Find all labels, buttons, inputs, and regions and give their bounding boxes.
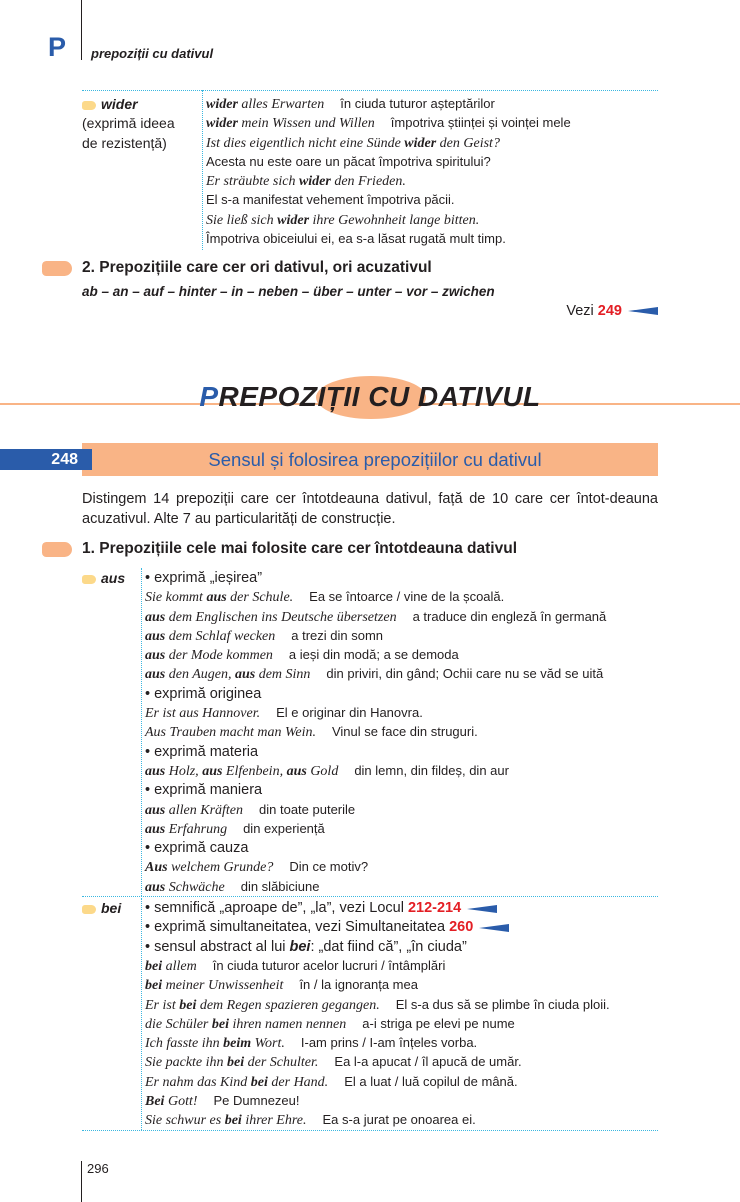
- footer-rule: [81, 1161, 82, 1202]
- example-line: [145, 645, 658, 664]
- example-line: [145, 898, 658, 917]
- text-segment: meiner Unwissenheit: [162, 978, 284, 994]
- text-segment: der Schulter.: [244, 1055, 319, 1071]
- romanian-translation: din toate puterile: [259, 801, 356, 817]
- german-example: [145, 725, 316, 740]
- usage-bullet: • exprimă simultaneitatea, vezi Simultaneitatea: [145, 919, 450, 936]
- german-example: [145, 822, 227, 837]
- usage-bullet: • exprimă cauza: [145, 840, 249, 857]
- column-divider: [202, 90, 203, 250]
- romanian-translation: Din ce motiv?: [289, 859, 369, 875]
- keyword: bei: [179, 997, 197, 1013]
- section-banner: [92, 443, 658, 476]
- text-segment: Er ist aus Hannover.: [145, 706, 261, 722]
- title-initial: P: [199, 381, 219, 412]
- page-number: 296: [87, 1160, 109, 1176]
- example-line: [145, 838, 658, 857]
- note: de rezistență): [82, 134, 167, 151]
- text-segment: der Schule.: [226, 590, 294, 606]
- see-label: Vezi: [566, 303, 594, 319]
- example-line: [145, 1091, 658, 1110]
- romanian-translation: Ea se întoarce / vine de la școală.: [309, 589, 505, 605]
- german-example: [145, 1094, 198, 1109]
- text-segment: Er nahm das Kind: [145, 1074, 251, 1090]
- reference-link[interactable]: 260: [449, 919, 474, 936]
- example-line: [206, 94, 571, 113]
- keyword: wider: [101, 96, 138, 112]
- section-bullet-icon: [42, 261, 72, 276]
- romanian-translation: a-i striga pe elevi pe nume: [362, 1015, 515, 1031]
- romanian-translation: El e originar din Hanovra.: [276, 705, 423, 721]
- text-segment: den Geist?: [436, 135, 500, 151]
- keyword: aus: [145, 628, 166, 644]
- example-line: [145, 761, 658, 780]
- example-line: [206, 229, 571, 248]
- text-segment: Er ist: [145, 997, 180, 1013]
- running-header: prepoziții cu dativul: [91, 46, 214, 61]
- german-example: [145, 629, 275, 644]
- keyword: bei: [101, 900, 122, 917]
- german-example: [145, 860, 273, 875]
- text-segment: Gold: [306, 763, 339, 779]
- usage-bullet: • exprimă originea: [145, 685, 262, 702]
- wider-examples: [206, 94, 571, 248]
- example-line: [145, 1110, 658, 1129]
- text-segment: Aus Trauben macht man Wein.: [145, 725, 316, 741]
- keyword: aus: [145, 879, 166, 895]
- text-segment: ihrer Ehre.: [241, 1113, 307, 1129]
- romanian-translation: Acesta nu este oare un păcat împotriva spiritului?: [206, 153, 491, 169]
- example-line: [206, 113, 571, 132]
- text-segment: der Hand.: [267, 1074, 329, 1090]
- bullet-icon: [82, 101, 96, 110]
- divider: [82, 90, 658, 91]
- banner-title: Sensul și folosirea prepozițiilor cu dativul: [208, 449, 542, 470]
- german-example: [145, 978, 283, 993]
- keyword: aus: [286, 763, 307, 779]
- keyword: wider: [298, 174, 331, 190]
- german-example: [145, 1017, 346, 1032]
- example-line: [145, 664, 658, 683]
- reference-link[interactable]: 249: [597, 303, 622, 319]
- usage-bullet: [145, 939, 467, 955]
- note: (exprimă ideea: [82, 115, 175, 132]
- text-segment: dem Sinn: [255, 667, 311, 683]
- keyword: bei: [211, 1016, 229, 1032]
- title-text: REPOZIȚII CU DATIVUL: [218, 381, 541, 412]
- text-segment: ihre Gewohnheit lange bitten.: [309, 212, 480, 228]
- text-segment: Sie kommt: [145, 590, 207, 606]
- romanian-translation: El s-a manifestat vehement împotriva păcii.: [206, 192, 455, 208]
- text-segment: den Augen,: [165, 667, 235, 683]
- usage-bullet: • exprimă „ieșirea”: [145, 570, 263, 586]
- text-segment: Sie ließ sich: [206, 212, 278, 228]
- romanian-translation: Împotriva obiceiului ei, ea s-a lăsat rugată mult timp.: [206, 231, 506, 247]
- bei-label: [82, 899, 121, 918]
- section-number: 248: [0, 449, 92, 470]
- keyword: aus: [145, 802, 166, 818]
- text-segment: der Mode kommen: [165, 648, 273, 664]
- example-line: [145, 956, 658, 975]
- text-segment: Gott!: [164, 1094, 198, 1110]
- text-segment: dem Schlaf wecken: [165, 628, 276, 644]
- text-segment: alles Erwarten: [237, 97, 325, 112]
- romanian-translation: a trezi din somn: [291, 627, 384, 643]
- romanian-translation: în ciuda tuturor acelor lucruri / întâmplări: [212, 957, 446, 973]
- example-line: [145, 975, 658, 994]
- romanian-translation: Vinul se face din struguri.: [331, 724, 478, 740]
- usage-bullet: • semnifică „aproape de”, „la”, vezi Locul: [145, 900, 408, 917]
- text-segment: • sensul abstract al lui: [145, 938, 290, 955]
- romanian-translation: din priviri, din gând; Ochii care nu se văd se uită: [326, 666, 604, 682]
- german-example: [206, 213, 479, 228]
- keyword: wider: [277, 212, 310, 228]
- example-line: [145, 568, 658, 587]
- example-line: [145, 877, 658, 896]
- german-example: [145, 610, 397, 625]
- section-bullet-icon: [42, 542, 72, 557]
- german-example: [145, 803, 243, 818]
- text-segment: dem Regen spazieren gegangen.: [196, 997, 380, 1013]
- german-example: [206, 136, 500, 151]
- keyword: bei: [289, 938, 311, 955]
- intro-paragraph: Distingem 14 prepoziții care cer întotdeauna dativul, față de 10 care cer întot-deauna acuzativul. Alte 7 au particularități de construcție.: [82, 491, 658, 527]
- romanian-translation: din slăbiciune: [240, 878, 320, 894]
- keyword: bei: [227, 1055, 245, 1071]
- preposition-list: ab – an – auf – hinter – in – neben – über – unter – vor – zwichen: [82, 284, 495, 299]
- example-line: [145, 626, 658, 645]
- bei-examples: [141, 898, 658, 1130]
- text-segment: allem: [162, 958, 197, 974]
- keyword: aus: [145, 648, 166, 664]
- romanian-translation: în / la ignoranța mea: [299, 977, 418, 993]
- keyword: aus: [145, 763, 166, 779]
- text-segment: den Frieden.: [330, 174, 406, 190]
- german-example: [145, 764, 338, 779]
- romanian-translation: în ciuda tuturor așteptărilor: [340, 96, 495, 111]
- wider-label: [82, 95, 175, 153]
- section-heading: 1. Prepozițiile cele mai folosite care cer întotdeauna dativul: [82, 540, 517, 557]
- german-example: [206, 174, 406, 189]
- usage-bullet: • exprimă materia: [145, 743, 259, 760]
- keyword: wider: [404, 135, 437, 151]
- romanian-translation: Ea s-a jurat pe onoarea ei.: [322, 1112, 476, 1128]
- romanian-translation: din lemn, din fildeș, din aur: [354, 762, 509, 778]
- example-line: [206, 152, 571, 171]
- see-reference[interactable]: [566, 303, 658, 319]
- text-segment: Wort.: [251, 1036, 285, 1052]
- romanian-translation: El s-a dus să se plimbe în ciuda ploii.: [395, 996, 610, 1012]
- footer: [0, 1161, 740, 1202]
- chapter-title: [0, 381, 740, 413]
- german-example: [145, 880, 225, 895]
- text-segment: Elfenbein,: [222, 763, 287, 779]
- arrow-icon: [467, 905, 497, 913]
- example-line: [145, 1033, 658, 1052]
- german-example: [145, 590, 293, 605]
- example-line: [145, 703, 658, 722]
- romanian-translation: a ieși din modă; a se demoda: [288, 647, 459, 663]
- example-line: [145, 937, 658, 956]
- text-segment: Schwäche: [165, 879, 225, 895]
- example-line: [206, 171, 571, 190]
- reference-link[interactable]: 212-214: [407, 900, 462, 917]
- section-letter: P: [48, 32, 67, 62]
- keyword: bei: [250, 1074, 268, 1090]
- german-example: [206, 97, 324, 112]
- german-example: [145, 667, 310, 682]
- section-heading: 2. Prepozițiile care cer ori dativul, ori acuzativul: [82, 259, 432, 276]
- section-heading-row: [0, 539, 740, 561]
- arrow-icon: [479, 924, 509, 932]
- example-line: [145, 780, 658, 799]
- text-segment: die Schüler: [145, 1016, 212, 1032]
- keyword: aus: [206, 590, 227, 606]
- example-line: [206, 133, 571, 152]
- example-line: [145, 819, 658, 838]
- main-content: [0, 489, 740, 1202]
- romanian-translation: I-am prins / I-am înțeles vorba.: [300, 1035, 478, 1051]
- example-line: [145, 1014, 658, 1033]
- german-example: [145, 1055, 318, 1070]
- text-segment: mein Wissen und Willen: [237, 116, 375, 132]
- example-line: [206, 210, 571, 229]
- example-line: [145, 800, 658, 819]
- bullet-icon: [82, 905, 96, 914]
- keyword: beim: [223, 1036, 252, 1052]
- text-segment: Holz,: [165, 763, 203, 779]
- example-line: [145, 742, 658, 761]
- text-segment: Ich fasste ihn: [145, 1036, 224, 1052]
- text-segment: Sie packte ihn: [145, 1055, 228, 1071]
- german-example: [206, 116, 375, 131]
- divider: [82, 896, 658, 897]
- keyword: aus: [101, 570, 126, 586]
- example-line: [145, 1072, 658, 1091]
- keyword: bei: [145, 958, 163, 974]
- arrow-icon: [628, 307, 658, 315]
- romanian-translation: a traduce din engleză în germană: [412, 608, 607, 624]
- usage-bullet: • exprimă maniera: [145, 782, 263, 799]
- keyword: wider: [206, 97, 238, 112]
- keyword: Aus: [145, 860, 168, 876]
- german-example: [145, 959, 197, 974]
- german-example: [145, 1075, 328, 1090]
- keyword: aus: [145, 821, 166, 837]
- text-segment: allen Kräften: [165, 802, 244, 818]
- example-line: [145, 917, 658, 936]
- german-example: [145, 648, 273, 663]
- keyword: bei: [224, 1113, 242, 1129]
- bei-block: [82, 898, 658, 1130]
- header-rule: [81, 0, 82, 60]
- german-example: [145, 998, 380, 1013]
- romanian-translation: Pe Dumnezeu!: [213, 1093, 300, 1109]
- german-example: [145, 1113, 307, 1128]
- keyword: aus: [202, 763, 223, 779]
- keyword: wider: [206, 116, 238, 132]
- text-segment: Ist dies eigentlich nicht eine Sünde: [206, 135, 405, 151]
- example-line: [145, 1052, 658, 1071]
- keyword: aus: [145, 667, 166, 683]
- example-line: [145, 607, 658, 626]
- example-line: [145, 587, 658, 606]
- romanian-translation: împotriva științei și voinței mele: [390, 115, 571, 131]
- romanian-translation: Ea l-a apucat / îl apucă de umăr.: [334, 1054, 522, 1070]
- text-segment: : „dat fiind că”, „în ciuda”: [310, 938, 467, 955]
- romanian-translation: din experiență: [243, 820, 325, 836]
- text-segment: Erfahrung: [165, 821, 228, 837]
- keyword: aus: [145, 609, 166, 625]
- aus-block: [82, 568, 658, 896]
- example-line: [206, 190, 571, 209]
- aus-label: [82, 569, 125, 588]
- romanian-translation: El a luat / luă copilul de mână.: [344, 1073, 518, 1089]
- bullet-icon: [82, 575, 96, 584]
- keyword: bei: [145, 978, 163, 994]
- keyword: aus: [234, 667, 256, 683]
- text-segment: welchem Grunde?: [167, 860, 274, 876]
- text-segment: Er sträubte sich: [206, 174, 299, 190]
- example-line: [145, 684, 658, 703]
- german-example: [145, 1036, 285, 1051]
- german-example: [145, 706, 260, 721]
- example-line: [145, 995, 658, 1014]
- keyword: Bei: [145, 1094, 165, 1110]
- text-segment: ihren namen nennen: [228, 1016, 347, 1032]
- example-line: [145, 857, 658, 876]
- text-segment: Sie schwur es: [145, 1113, 225, 1129]
- text-segment: dem Englischen ins Deutsche übersetzen: [165, 609, 397, 625]
- example-line: [145, 722, 658, 741]
- aus-examples: [141, 568, 658, 896]
